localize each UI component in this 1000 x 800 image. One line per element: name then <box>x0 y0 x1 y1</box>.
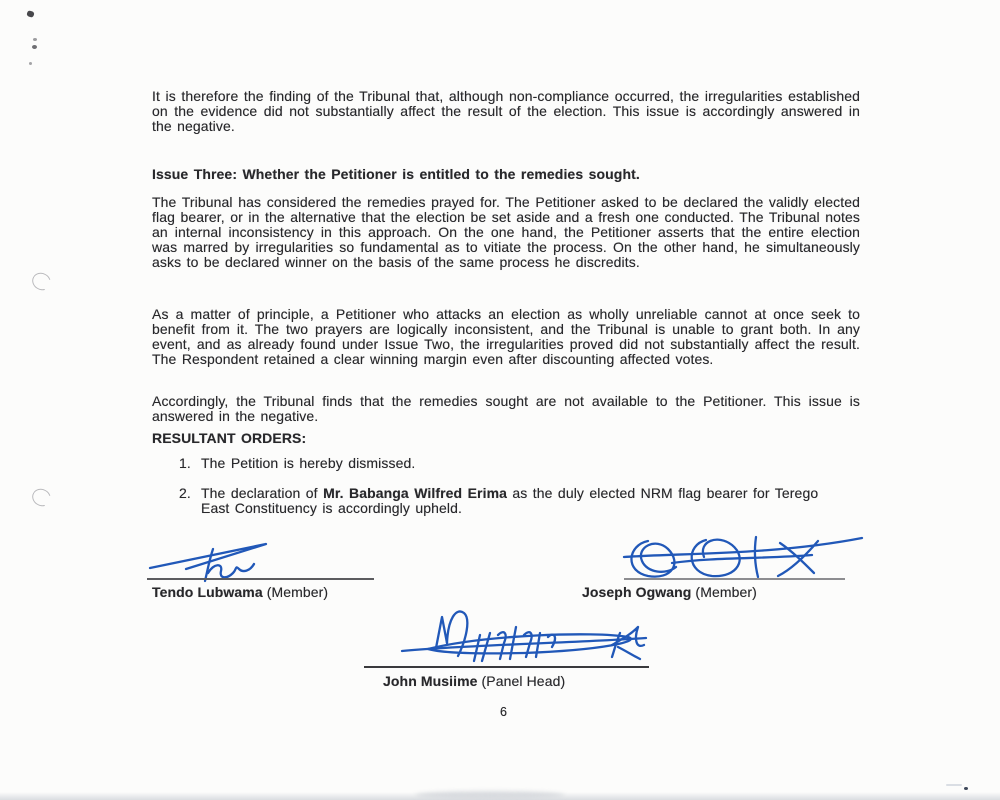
paragraph-issue-two-finding: It is therefore the finding of the Tribunal that, although non-compliance occurred, the irregularities established on the evidence did not substantially affect the result of the election. This issue is accordingly answered in the negative. <box>152 88 860 134</box>
scan-speck <box>32 45 37 49</box>
scan-speck <box>946 784 962 786</box>
scan-speck <box>964 787 968 790</box>
paragraph-conclusion: Accordingly, the Tribunal finds that the remedies sought are not available to the Petitioner. This issue is answered in the negative. <box>152 393 860 424</box>
signature-line <box>147 578 374 580</box>
signatory-role: (Member) <box>691 584 757 600</box>
scan-speck <box>33 38 37 41</box>
resultant-orders-heading: RESULTANT ORDERS: <box>152 430 307 446</box>
signatory-name: Joseph Ogwang <box>582 584 692 600</box>
signatory-name: Tendo Lubwama <box>152 584 263 600</box>
paragraph-remedies-considered: The Tribunal has considered the remedies prayed for. The Petitioner asked to be declared the validly elected flag bearer, or in the alternative that the election be set aside and a fresh one conducted. The Tribunal notes an internal inconsistency in this approach. On the one hand, the Petitioner asserts that the entire election was marred by irregularities so fundamental as to vitiate the process. On the other hand, he simultaneously asks to be declared winner on the basis of the same process he discredits. <box>152 194 860 270</box>
scan-speck <box>29 62 32 65</box>
scan-smudge <box>415 791 565 799</box>
signatory-role: (Panel Head) <box>477 673 566 689</box>
signatory-tendo-lubwama <box>152 584 328 600</box>
signature-line <box>364 666 649 668</box>
order-item-1 <box>152 456 860 471</box>
signatory-joseph-ogwang <box>582 584 757 600</box>
signature-john-musiime <box>394 604 658 668</box>
order-number: 2. <box>179 485 191 501</box>
order-text-bold: Mr. Babanga Wilfred Erima <box>323 485 508 501</box>
page-number: 6 <box>500 705 507 719</box>
order-item-2 <box>152 486 860 516</box>
scan-speck <box>26 10 35 18</box>
order-text-prefix: The declaration of <box>201 485 324 501</box>
order-text-prefix: The Petition is hereby dismissed. <box>201 455 416 471</box>
order-text <box>201 456 851 471</box>
issue-three-heading: Issue Three: Whether the Petitioner is entitled to the remedies sought. <box>152 166 640 182</box>
punch-hole-mark <box>29 486 54 510</box>
signatory-role: (Member) <box>262 584 329 600</box>
paragraph-principle: As a matter of principle, a Petitioner who attacks an election as wholly unreliable cannot at once seek to benefit from it. The two prayers are logically inconsistent, and the Tribunal is unable to grant both. In any event, and as already found under Issue Two, the irregularities proved did not substantially affect the result. The Respondent retained a clear winning margin even after discounting affected votes. <box>152 306 860 367</box>
signature-joseph-ogwang <box>614 530 868 582</box>
order-text <box>201 486 851 516</box>
order-text-suffix: as the duly elected NRM flag bearer for Terego East Constituency is accordingly upheld. <box>201 485 819 516</box>
punch-hole-mark <box>29 270 54 294</box>
order-number: 1. <box>179 455 191 471</box>
signatory-name: John Musiime <box>383 673 478 689</box>
signatory-john-musiime <box>383 673 565 689</box>
signature-line <box>624 578 845 580</box>
